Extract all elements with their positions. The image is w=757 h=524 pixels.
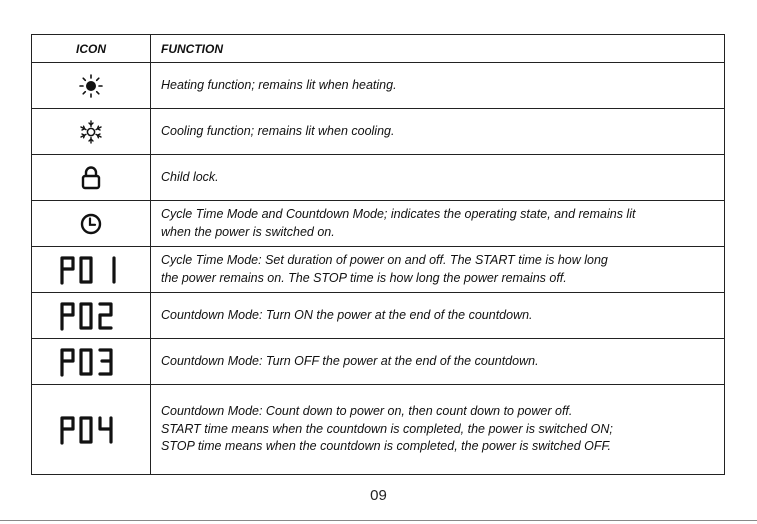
clock-icon <box>79 212 103 236</box>
function-cell <box>151 201 725 247</box>
function-text: Child lock. <box>161 169 219 184</box>
sun-icon <box>78 73 104 99</box>
function-text: START time means when the countdown is completed, the power is switched ON; <box>161 421 613 436</box>
function-cell <box>151 247 725 293</box>
p04-display-icon <box>58 414 124 446</box>
icon-cell <box>32 247 151 293</box>
function-cell <box>151 63 725 109</box>
table-row <box>32 201 725 247</box>
icon-cell <box>32 293 151 339</box>
table-row <box>32 247 725 293</box>
function-cell <box>151 385 725 475</box>
function-text: Countdown Mode: Count down to power on, then count down to power off. <box>161 404 573 419</box>
table-row <box>32 385 725 475</box>
table-row <box>32 63 725 109</box>
table-header-row <box>32 35 725 63</box>
function-cell <box>151 109 725 155</box>
table-row <box>32 155 725 201</box>
table-row <box>32 109 725 155</box>
function-cell <box>151 339 725 385</box>
icon-cell <box>32 63 151 109</box>
function-text: Heating function; remains lit when heating. <box>161 77 397 92</box>
page-number: 09 <box>370 487 387 504</box>
icon-cell <box>32 201 151 247</box>
p01-display-icon <box>58 254 124 286</box>
header-function: FUNCTION <box>151 35 725 63</box>
icon-cell <box>32 109 151 155</box>
table-row <box>32 293 725 339</box>
snowflake-icon <box>78 119 104 145</box>
function-text: Countdown Mode: Turn ON the power at the end of the countdown. <box>161 307 533 322</box>
icon-function-table <box>31 34 725 475</box>
lock-icon <box>80 165 102 191</box>
header-icon: ICON <box>32 35 151 63</box>
function-text: Cycle Time Mode: Set duration of power on and off. The START time is how long <box>161 253 608 267</box>
bottom-divider <box>0 520 757 521</box>
function-text: Cycle Time Mode and Countdown Mode; indicates the operating state, and remains lit <box>161 207 636 221</box>
function-text: when the power is switched on. <box>161 224 335 239</box>
function-cell <box>151 293 725 339</box>
function-text: the power remains on. The STOP time is how long the power remains off. <box>161 270 567 285</box>
icon-cell <box>32 155 151 201</box>
function-text: STOP time means when the countdown is completed, the power is switched OFF. <box>161 439 611 454</box>
p03-display-icon <box>58 346 124 378</box>
icon-cell <box>32 385 151 475</box>
function-cell <box>151 155 725 201</box>
function-text: Countdown Mode: Turn OFF the power at the end of the countdown. <box>161 353 539 368</box>
icon-cell <box>32 339 151 385</box>
p02-display-icon <box>58 300 124 332</box>
function-text: Cooling function; remains lit when cooling. <box>161 123 395 138</box>
table-row <box>32 339 725 385</box>
